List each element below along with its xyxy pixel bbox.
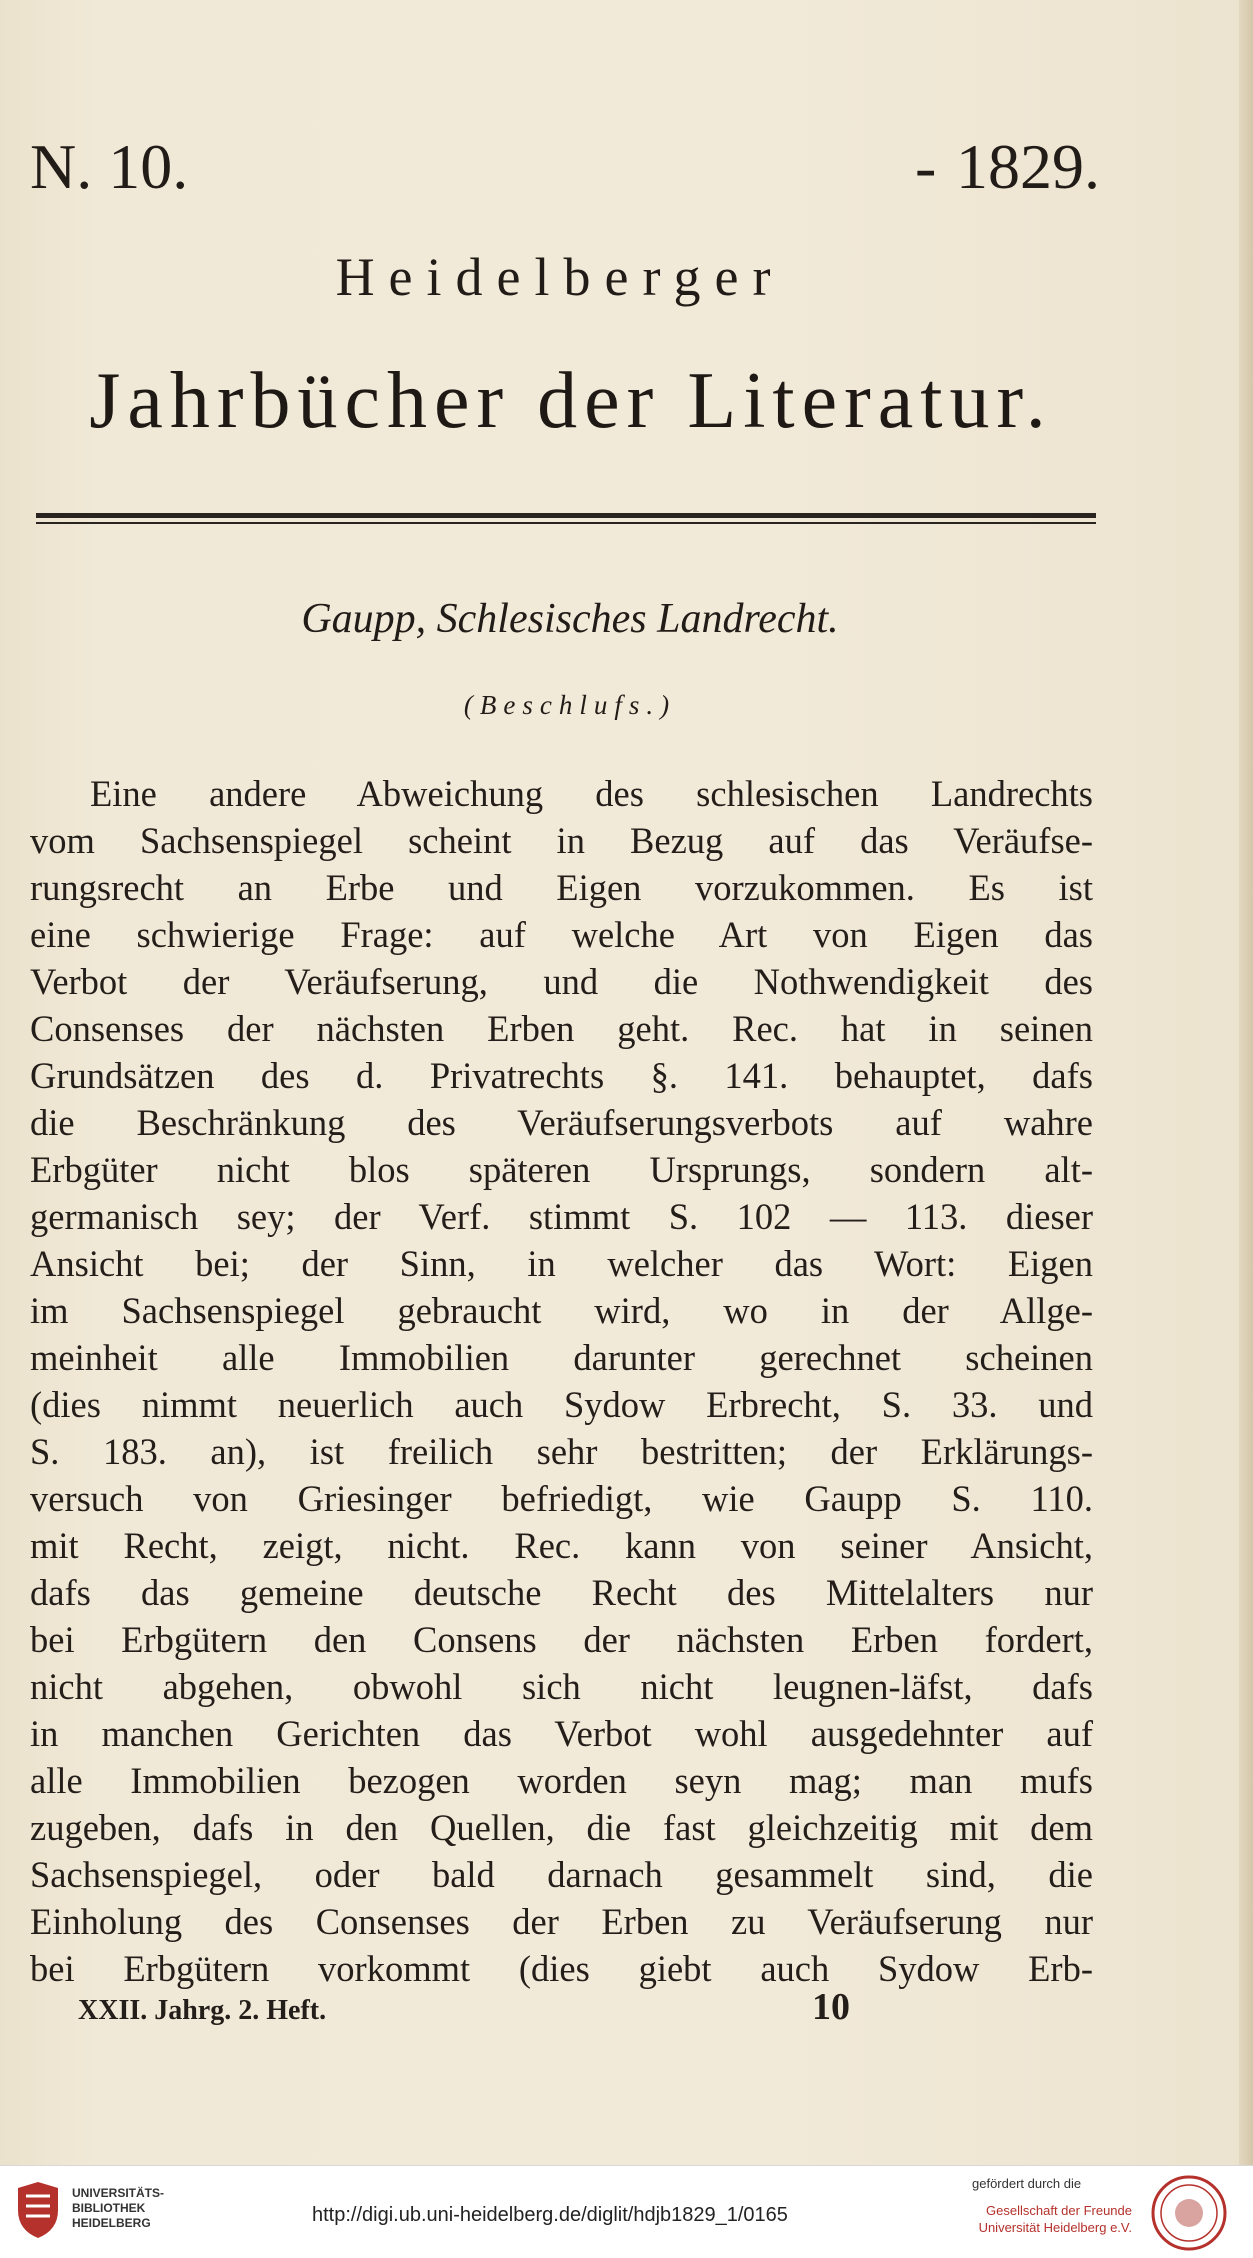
issue-year: 1829.	[956, 131, 1100, 202]
sheet-number: 10	[812, 1986, 850, 2028]
text-line: bei Erbgütern vorkommt (dies giebt auch Sydow Erb-	[30, 1948, 1093, 1989]
text-line: germanisch sey; der Verf. stimmt S. 102 — 113. dieser	[30, 1196, 1093, 1237]
text-line: dafs das gemeine deutsche Recht des Mittelalters nur	[30, 1572, 1093, 1613]
article-body	[30, 770, 1093, 1992]
text-line: zugeben, dafs in den Quellen, die fast gleichzeitig mit dem	[30, 1807, 1093, 1848]
university-library-logo-icon	[12, 2180, 64, 2240]
friends-society-name	[972, 2202, 1132, 2236]
issue-header	[30, 130, 1100, 210]
double-rule-thick	[36, 513, 1096, 518]
text-line: versuch von Griesinger befriedigt, wie Gaupp S. 110.	[30, 1478, 1093, 1519]
signature-line: XXII. Jahrg. 2. Heft.	[78, 1995, 327, 2026]
text-line: S. 183. an), ist freilich sehr bestritten; der Erklärungs-	[30, 1431, 1093, 1472]
text-line: Einholung des Consenses der Erben zu Veräufserung nur	[30, 1901, 1093, 1942]
text-line: (dies nimmt neuerlich auch Sydow Erbrecht, S. 33. und	[30, 1384, 1093, 1425]
library-line: BIBLIOTHEK	[72, 2201, 146, 2215]
library-line: HEIDELBERG	[72, 2216, 151, 2230]
issue-number: N. 10.	[30, 131, 189, 202]
text-line: meinheit alle Immobilien darunter gerechnet scheinen	[30, 1337, 1093, 1378]
header-dash: -	[915, 131, 937, 202]
text-line: Erbgüter nicht blos späteren Ursprungs, sondern alt-	[30, 1149, 1093, 1190]
page-url[interactable]: http://digi.ub.uni-heidelberg.de/diglit/hdjb1829_1/0165	[312, 2204, 788, 2226]
journal-title-large: Jahrbücher der Literatur.	[89, 357, 1053, 445]
viewer-footer-bar	[0, 2165, 1253, 2258]
text-line: die Beschränkung des Veräufserungsverbots auf wahre	[30, 1102, 1093, 1143]
article-title: Gaupp, Schlesisches Landrecht.	[301, 596, 839, 642]
friends-line: Gesellschaft der Freunde	[986, 2203, 1132, 2218]
text-line: mit Recht, zeigt, nicht. Rec. kann von seiner Ansicht,	[30, 1525, 1093, 1566]
text-line: Sachsenspiegel, oder bald darnach gesammelt sind, die	[30, 1854, 1093, 1895]
text-line: rungsrecht an Erbe und Eigen vorzukommen. Es ist	[30, 867, 1093, 908]
friends-line: Universität Heidelberg e.V.	[978, 2220, 1132, 2235]
article-subtitle: (Beschlufs.)	[463, 690, 677, 720]
university-library-name	[72, 2186, 164, 2231]
text-line: Consenses der nächsten Erben geht. Rec. hat in seinen	[30, 1008, 1093, 1049]
text-line: Verbot der Veräufserung, und die Nothwendigkeit des	[30, 961, 1093, 1002]
text-line: im Sachsenspiegel gebraucht wird, wo in der Allge-	[30, 1290, 1093, 1331]
double-rule-thin	[36, 522, 1096, 524]
text-line: bei Erbgütern den Consens der nächsten Erben fordert,	[30, 1619, 1093, 1660]
text-line: Eine andere Abweichung des schlesischen Landrechts	[90, 773, 1093, 814]
text-line: nicht abgehen, obwohl sich nicht leugnen-läfst, dafs	[30, 1666, 1093, 1707]
library-line: UNIVERSITÄTS-	[72, 2186, 165, 2200]
text-line: in manchen Gerichten das Verbot wohl ausgedehnter auf	[30, 1713, 1093, 1754]
page-edge	[1239, 0, 1253, 2165]
text-line: vom Sachsenspiegel scheint in Bezug auf das Veräufse-	[30, 820, 1093, 861]
text-line: Grundsätzen des d. Privatrechts §. 141. behauptet, dafs	[30, 1055, 1093, 1096]
text-line: eine schwierige Frage: auf welche Art von Eigen das	[30, 914, 1093, 955]
funded-by-label: gefördert durch die	[972, 2176, 1082, 2191]
university-seal-icon	[1150, 2174, 1228, 2252]
text-line: Ansicht bei; der Sinn, in welcher das Wort: Eigen	[30, 1243, 1093, 1284]
text-line: alle Immobilien bezogen worden seyn mag; man mufs	[30, 1760, 1093, 1801]
journal-title-small: Heidelberger	[335, 247, 785, 307]
